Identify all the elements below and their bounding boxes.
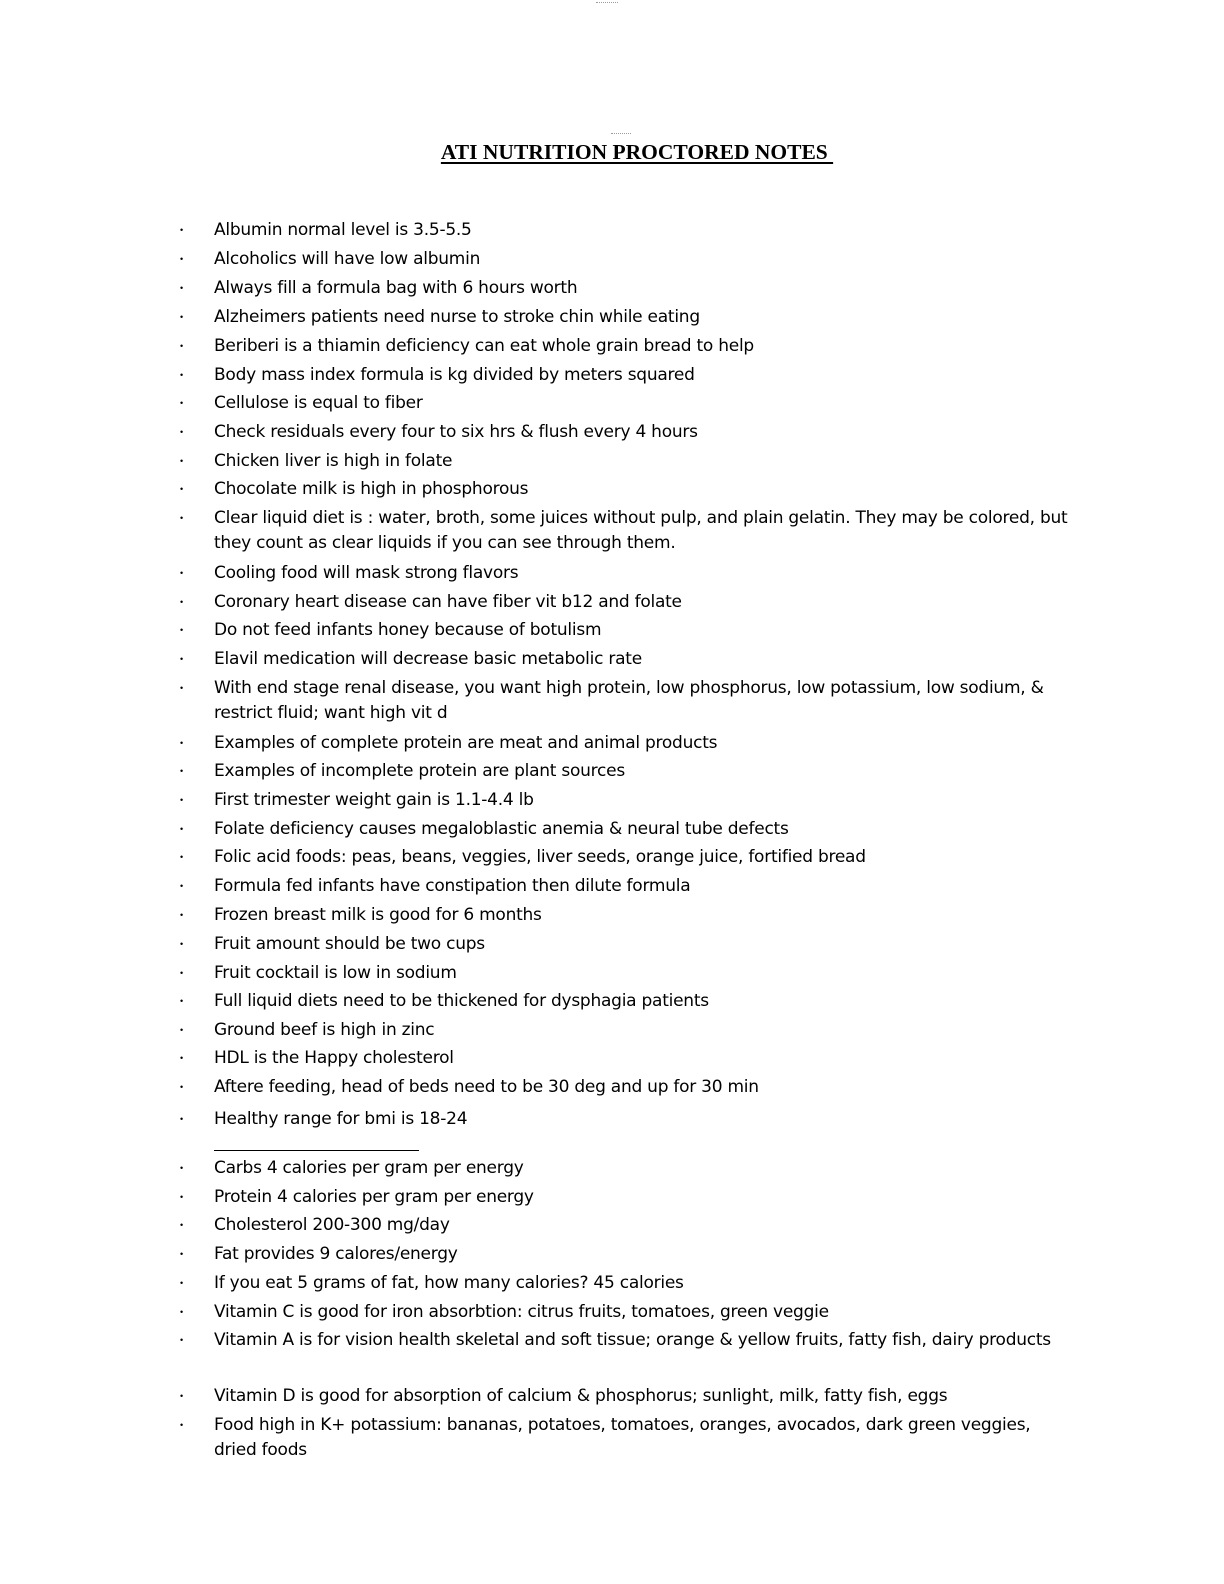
- bullet-icon: •: [180, 370, 184, 380]
- list-item-text: Folic acid foods: peas, beans, veggies, liver seeds, orange juice, fortified bread: [214, 847, 866, 867]
- list-item-text: Beriberi is a thiamin deficiency can eat whole grain bread to help: [214, 336, 754, 356]
- bullet-icon: •: [180, 225, 184, 235]
- list-item-text: Fat provides 9 calores/energy: [214, 1244, 458, 1264]
- list-item-text: Fruit amount should be two cups: [214, 934, 485, 954]
- list-item-text: Healthy range for bmi is 18-24: [214, 1109, 468, 1129]
- bullet-icon: •: [180, 939, 184, 949]
- list-item-text: Alcoholics will have low albumin: [214, 249, 481, 269]
- bullet-icon: •: [180, 312, 184, 322]
- list-item-text: Cholesterol 200-300 mg/day: [214, 1215, 450, 1235]
- bullet-icon: •: [180, 625, 184, 635]
- bullet-icon: •: [180, 398, 184, 408]
- page-title: ATI NUTRITION PROCTORED NOTES: [440, 140, 834, 164]
- bullet-icon: •: [180, 654, 184, 664]
- bullet-icon: •: [180, 1391, 184, 1401]
- bullet-icon: •: [180, 1220, 184, 1230]
- list-item-text: Coronary heart disease can have fiber vit b12 and folate: [214, 592, 682, 612]
- bullet-icon: •: [180, 427, 184, 437]
- list-item-text: Full liquid diets need to be thickened for dysphagia patients: [214, 991, 709, 1011]
- list-item-text: Check residuals every four to six hrs & flush every 4 hours: [214, 422, 698, 442]
- list-item-text: Vitamin D is good for absorption of calcium & phosphorus; sunlight, milk, fatty fish, eggs: [214, 1386, 948, 1406]
- list-item-text: Always fill a formula bag with 6 hours worth: [214, 278, 578, 298]
- bullet-icon: •: [180, 1335, 184, 1345]
- list-item-text: First trimester weight gain is 1.1-4.4 lb: [214, 790, 534, 810]
- list-item-text: Frozen breast milk is good for 6 months: [214, 905, 542, 925]
- list-item-text: Chocolate milk is high in phosphorous: [214, 479, 529, 499]
- list-item-text: With end stage renal disease, you want high protein, low phosphorus, low potassium, low sodium, & restrict fluid; want high vit d: [214, 678, 1044, 723]
- list-item-text: Albumin normal level is 3.5-5.5: [214, 220, 472, 240]
- bullet-icon: •: [180, 766, 184, 776]
- bullet-icon: •: [180, 568, 184, 578]
- bullet-icon: •: [180, 1114, 184, 1124]
- bullet-icon: •: [180, 852, 184, 862]
- bullet-icon: •: [180, 824, 184, 834]
- list-item-text: Examples of incomplete protein are plant sources: [214, 761, 625, 781]
- bullet-icon: •: [180, 1420, 184, 1430]
- list-item-text: Cooling food will mask strong flavors: [214, 563, 519, 583]
- list-item-text: Alzheimers patients need nurse to stroke chin while eating: [214, 307, 700, 327]
- list-item-text: Cellulose is equal to fiber: [214, 393, 423, 413]
- bullet-icon: •: [180, 881, 184, 891]
- bullet-icon: •: [180, 996, 184, 1006]
- list-item-text: Vitamin A is for vision health skeletal and soft tissue; orange & yellow fruits, fatty fish, dairy products: [214, 1330, 1051, 1350]
- bullet-icon: •: [180, 456, 184, 466]
- bullet-icon: •: [180, 283, 184, 293]
- bullet-icon: •: [180, 795, 184, 805]
- bullet-icon: •: [180, 1082, 184, 1092]
- bullet-icon: •: [180, 597, 184, 607]
- list-item-text: Aftere feeding, head of beds need to be 30 deg and up for 30 min: [214, 1077, 759, 1097]
- bullet-icon: •: [180, 254, 184, 264]
- bullet-icon: •: [180, 1053, 184, 1063]
- bullet-icon: •: [180, 1163, 184, 1173]
- section-divider: [214, 1150, 419, 1151]
- list-item-text: Protein 4 calories per gram per energy: [214, 1187, 534, 1207]
- list-item-text: Examples of complete protein are meat and animal products: [214, 733, 718, 753]
- list-item-text: If you eat 5 grams of fat, how many calories? 45 calories: [214, 1273, 684, 1293]
- list-item-text: Elavil medication will decrease basic metabolic rate: [214, 649, 642, 669]
- bullet-icon: •: [180, 1307, 184, 1317]
- bullet-icon: •: [180, 1192, 184, 1202]
- list-item-text: Carbs 4 calories per gram per energy: [214, 1158, 524, 1178]
- list-item-text: Do not feed infants honey because of botulism: [214, 620, 602, 640]
- list-item-text: Food high in K+ potassium: bananas, potatoes, tomatoes, oranges, avocados, dark green veggies, dried foods: [214, 1415, 1031, 1460]
- bullet-icon: •: [180, 738, 184, 748]
- list-item-text: Fruit cocktail is low in sodium: [214, 963, 457, 983]
- bullet-icon: •: [180, 1278, 184, 1288]
- bullet-icon: •: [180, 1025, 184, 1035]
- list-item-text: Chicken liver is high in folate: [214, 451, 453, 471]
- bullet-icon: •: [180, 910, 184, 920]
- list-item-text: Body mass index formula is kg divided by meters squared: [214, 365, 695, 385]
- list-item-text: Vitamin C is good for iron absorbtion: citrus fruits, tomatoes, green veggie: [214, 1302, 829, 1322]
- bullet-icon: •: [180, 1249, 184, 1259]
- bullet-icon: •: [180, 513, 184, 523]
- list-item-text: Formula fed infants have constipation then dilute formula: [214, 876, 691, 896]
- list-item-text: HDL is the Happy cholesterol: [214, 1048, 454, 1068]
- bullet-icon: •: [180, 341, 184, 351]
- bullet-icon: •: [180, 968, 184, 978]
- bullet-icon: •: [180, 484, 184, 494]
- list-item-text: Folate deficiency causes megaloblastic anemia & neural tube defects: [214, 819, 789, 839]
- list-item-text: Ground beef is high in zinc: [214, 1020, 435, 1040]
- bullet-icon: •: [180, 683, 184, 693]
- list-item-text: Clear liquid diet is : water, broth, some juices without pulp, and plain gelatin. They may be colored, but they count as clear liquids if you can see through them.: [214, 508, 1068, 553]
